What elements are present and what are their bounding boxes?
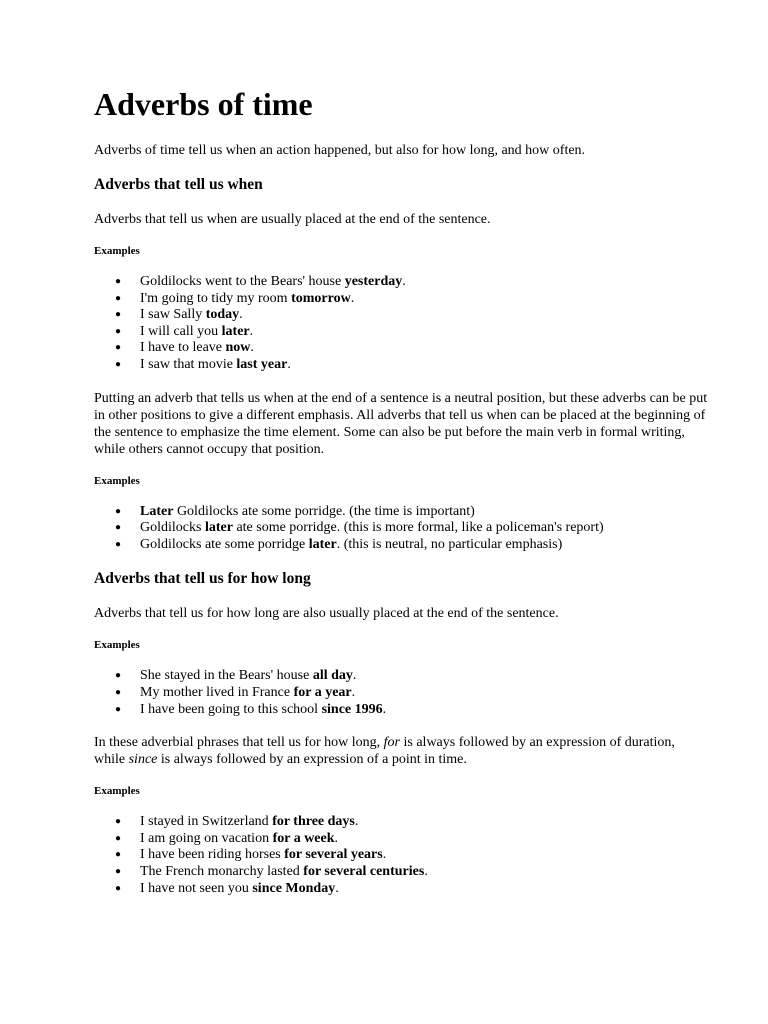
bullet-icon: ● (115, 342, 122, 354)
bullet-icon: ● (115, 670, 122, 682)
examples-label: Examples (94, 785, 140, 798)
item-adverb: yesterday (344, 274, 403, 289)
item-adverb: since Monday (252, 880, 336, 896)
list-item (94, 307, 708, 324)
bullet-icon: ● (115, 276, 122, 287)
bullet-icon: ● (115, 703, 122, 715)
item-text: I'm going to tidy my room (140, 290, 292, 306)
list-item (94, 685, 708, 702)
list-item (94, 504, 708, 521)
item-text: My mother lived in France (140, 684, 294, 700)
page-title: Adverbs of time (94, 86, 313, 122)
bullet-icon: ● (115, 832, 122, 844)
paragraph-text: In these adverbial phrases that tell us for how long, (94, 735, 384, 751)
examples-label: Examples (94, 474, 140, 487)
paragraph-text: is always followed by an expression of a point in time. (157, 752, 467, 768)
item-adverb: tomorrow (291, 290, 351, 306)
item-text: I am going on vacation (140, 830, 273, 846)
bullet-icon: ● (115, 686, 122, 698)
intro-paragraph: Adverbs of time tell us when an action happened, but also for how long, and how often. (94, 143, 586, 158)
item-adverb: all day (312, 668, 353, 684)
bullet-icon: ● (115, 865, 122, 877)
item-text: . (402, 274, 406, 289)
item-text: . (424, 863, 428, 879)
item-text: Goldilocks ate some porridge. (the time is important) (173, 503, 475, 519)
item-adverb: later (221, 323, 250, 339)
example-list (94, 504, 708, 554)
list-item (94, 274, 708, 291)
item-text: . (382, 701, 387, 717)
section-how-long-paragraph (94, 734, 708, 768)
item-text: ate some porridge. (this is more formal, like a policeman's report) (232, 520, 604, 536)
item-text: . (334, 830, 339, 846)
item-adverb: last year (236, 356, 288, 372)
example-list (94, 814, 708, 897)
item-text: I saw that movie (140, 356, 237, 372)
list-item (94, 881, 708, 898)
list-item (94, 537, 708, 554)
bullet-icon: ● (115, 882, 122, 894)
item-adverb: later (204, 520, 233, 536)
item-adverb: for several centuries (303, 863, 425, 879)
list-item (94, 847, 708, 864)
examples-label: Examples (94, 245, 140, 257)
paragraph-italic-for: for (383, 735, 400, 751)
item-text: . (249, 323, 254, 339)
list-item (94, 291, 708, 308)
section-when-heading: Adverbs that tell us when (94, 176, 263, 193)
list-item (94, 520, 708, 537)
item-adverb: for three days (272, 814, 355, 830)
bullet-icon: ● (115, 538, 122, 550)
item-adverb: for a week (272, 830, 335, 846)
item-text: Goldilocks ate some porridge (140, 536, 309, 552)
item-text: I stayed in Switzerland (140, 814, 273, 830)
example-list (94, 668, 708, 718)
item-text: . (this is neutral, no particular emphasis) (336, 536, 563, 552)
item-adverb: for several years (284, 847, 383, 863)
list-item (94, 357, 708, 374)
item-adverb: today (205, 307, 240, 323)
list-item (94, 864, 708, 881)
bullet-icon: ● (115, 292, 122, 304)
item-text: She stayed in the Bears' house (140, 668, 313, 684)
item-text: I will call you (140, 323, 222, 339)
example-list (94, 274, 708, 374)
item-text: . (239, 307, 243, 323)
item-adverb: now (225, 340, 251, 356)
list-item (94, 324, 708, 341)
list-item (94, 814, 708, 831)
item-text: . (351, 684, 356, 700)
bullet-icon: ● (115, 816, 122, 828)
item-adverb: since 1996 (321, 701, 383, 717)
item-text: . (354, 814, 359, 830)
item-text: . (350, 290, 355, 306)
section-how-long-heading: Adverbs that tell us for how long (94, 570, 311, 588)
item-adverb: for a year (293, 684, 352, 700)
bullet-icon: ● (115, 358, 122, 370)
section-when-text: Adverbs that tell us when are usually placed at the end of the sentence. (94, 212, 491, 227)
item-text: . (335, 880, 339, 896)
paragraph-italic-since: since (128, 752, 158, 768)
item-text: . (287, 356, 291, 372)
item-text: I have been going to this school (140, 701, 322, 717)
paragraph-text: is always followed by an expression of duration, while (94, 735, 675, 768)
list-item (94, 831, 708, 848)
examples-label: Examples (94, 639, 140, 652)
bullet-icon: ● (115, 849, 122, 861)
item-text: I saw Sally (140, 307, 206, 323)
item-text: I have been riding horses (140, 847, 285, 863)
item-text: . (382, 847, 387, 863)
item-adverb: Later (140, 503, 174, 519)
item-text: The French monarchy lasted (140, 863, 304, 879)
list-item (94, 668, 708, 685)
list-item (94, 340, 708, 357)
item-text: Goldilocks (140, 520, 205, 536)
bullet-icon: ● (115, 309, 122, 321)
section-when-paragraph: Putting an adverb that tells us when at the end of a sentence is a neutral position, but these adverbs can be put in other positions to give a different emphasis. All adverbs that tell us when can be placed at the beginning of the sentence to emphasize the time element. Some can also be put before the main verb in formal writing, while others cannot occupy that position. (94, 390, 708, 457)
list-item (94, 702, 708, 719)
bullet-icon: ● (115, 505, 122, 517)
item-text: . (250, 340, 254, 356)
bullet-icon: ● (115, 325, 122, 337)
item-text: . (352, 668, 357, 684)
item-text: Goldilocks went to the Bears' house (140, 274, 345, 289)
bullet-icon: ● (115, 522, 122, 534)
item-adverb: later (308, 536, 337, 552)
section-how-long-text: Adverbs that tell us for how long are also usually placed at the end of the sentence. (94, 606, 559, 622)
item-text: I have to leave (140, 340, 226, 356)
item-text: I have not seen you (140, 880, 253, 896)
